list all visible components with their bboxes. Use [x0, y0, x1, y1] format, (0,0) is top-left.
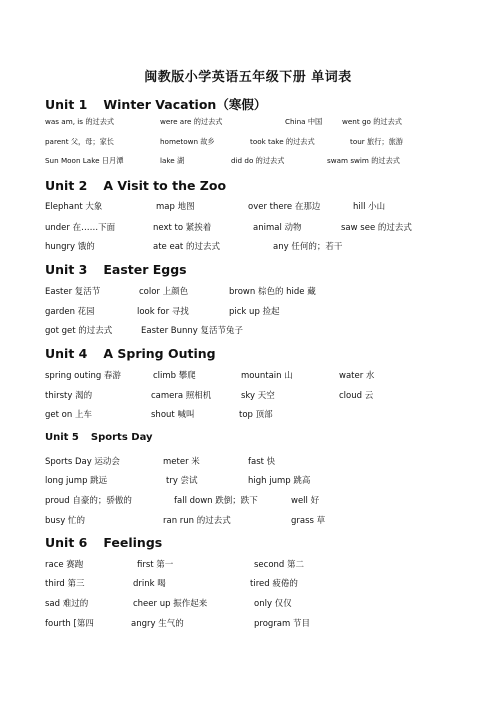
- unit-label: Unit 1: [45, 97, 88, 112]
- vocab-item: saw see 的过去式: [341, 223, 412, 233]
- vocab-item: climb 攀爬: [153, 371, 196, 381]
- vocab-item: hometown 故乡: [160, 137, 215, 146]
- unit-title: Sports Day: [90, 432, 153, 443]
- unit-4-heading: [45, 346, 216, 361]
- vocab-item: Easter Bunny 复活节兔子: [141, 326, 243, 336]
- vocab-item: pick up 捡起: [229, 307, 280, 317]
- vocab-item: under 在……下面: [45, 223, 116, 233]
- unit-title: Easter Eggs: [103, 262, 187, 277]
- unit-title: Feelings: [103, 535, 163, 550]
- vocab-item: well 好: [291, 496, 320, 506]
- vocab-item: proud 自豪的；骄傲的: [45, 496, 132, 506]
- document-title: 闽教版小学英语五年级下册 单词表: [144, 70, 352, 85]
- vocab-item: program 节目: [254, 619, 310, 629]
- vocab-item: top 顶部: [239, 410, 273, 420]
- vocab-item: took take 的过去式: [250, 137, 315, 146]
- vocab-item: try 尝试: [166, 476, 198, 486]
- vocab-item: second 第二: [254, 560, 305, 570]
- vocab-item: any 任何的；若干: [273, 242, 343, 252]
- vocab-item: brown 棕色的 hide 藏: [229, 287, 316, 297]
- vocab-item: China 中国: [285, 117, 323, 126]
- vocab-item: only 仅仅: [254, 599, 292, 609]
- vocab-item: meter 米: [163, 457, 200, 467]
- vocab-item: third 第三: [45, 579, 85, 589]
- vocab-item: Sports Day 运动会: [45, 457, 120, 467]
- vocab-item: fall down 跌倒；跌下: [174, 496, 258, 506]
- vocab-item: next to 紧挨着: [153, 223, 212, 233]
- unit-label: Unit 2: [45, 178, 88, 193]
- vocab-item: lake 湖: [160, 156, 185, 165]
- vocab-item: got get 的过去式: [45, 326, 113, 336]
- unit-3-heading: [45, 262, 187, 277]
- vocab-item: over there 在那边: [248, 202, 321, 212]
- vocab-item: camera 照相机: [151, 391, 212, 401]
- vocab-item: animal 动物: [253, 223, 302, 233]
- unit-1-heading: [45, 95, 266, 113]
- vocab-item: thirsty 渴的: [45, 391, 93, 401]
- vocab-item: drink 喝: [133, 579, 166, 589]
- vocab-item: hill 小山: [353, 202, 386, 212]
- vocab-item: cheer up 振作起来: [133, 599, 208, 609]
- vocab-item: first 第一: [137, 560, 174, 570]
- unit-label: Unit 3: [45, 262, 88, 277]
- vocab-item: was am, is 的过去式: [45, 117, 115, 126]
- vocab-item: sky 天空: [241, 391, 275, 401]
- vocab-item: mountain 山: [241, 371, 293, 381]
- vocab-item: spring outing 春游: [45, 371, 121, 381]
- vocab-item: sad 难过的: [45, 599, 89, 609]
- unit-2-heading: [45, 178, 226, 193]
- vocab-item: ate eat 的过去式: [153, 242, 220, 252]
- vocab-item: swam swim 的过去式: [327, 156, 400, 165]
- vocab-item: cloud 云: [339, 391, 374, 401]
- vocab-item: get on 上车: [45, 410, 92, 420]
- vocab-item: angry 生气的: [131, 619, 184, 629]
- unit-title: A Spring Outing: [103, 346, 216, 361]
- unit-title: Winter Vacation（寒假）: [103, 97, 267, 112]
- vocab-item: Elephant 大象: [45, 202, 103, 212]
- unit-title: A Visit to the Zoo: [103, 178, 227, 193]
- vocab-item: Easter 复活节: [45, 287, 101, 297]
- vocab-item: parent 父，母；家长: [45, 137, 114, 146]
- vocab-item: color 上颜色: [139, 287, 189, 297]
- vocab-item: tired 疲倦的: [250, 579, 298, 589]
- vocab-item: high jump 跳高: [248, 476, 311, 486]
- unit-label: Unit 5: [45, 432, 79, 443]
- unit-6-heading: [45, 535, 162, 550]
- unit-label: Unit 4: [45, 346, 88, 361]
- vocab-item: garden 花园: [45, 307, 95, 317]
- vocab-item: busy 忙的: [45, 516, 85, 526]
- vocab-item: race 赛跑: [45, 560, 84, 570]
- vocab-item: hungry 饿的: [45, 242, 95, 252]
- vocab-item: did do 的过去式: [231, 156, 285, 165]
- vocab-item: long jump 跳远: [45, 476, 108, 486]
- vocab-item: went go 的过去式: [342, 117, 402, 126]
- vocab-item: Sun Moon Lake 日月潭: [45, 156, 124, 165]
- unit-5-heading: [45, 432, 153, 443]
- vocab-item: were are 的过去式: [160, 117, 223, 126]
- vocab-item: fast 快: [248, 457, 276, 467]
- vocab-item: water 水: [339, 371, 375, 381]
- vocab-item: look for 寻找: [137, 307, 189, 317]
- vocab-item: shout 喊叫: [151, 410, 195, 420]
- vocab-item: grass 草: [291, 516, 326, 526]
- vocab-item: fourth [第四: [45, 619, 94, 629]
- vocab-item: tour 旅行；旅游: [350, 137, 403, 146]
- vocab-item: map 地图: [156, 202, 195, 212]
- unit-label: Unit 6: [45, 535, 88, 550]
- vocab-item: ran run 的过去式: [163, 516, 231, 526]
